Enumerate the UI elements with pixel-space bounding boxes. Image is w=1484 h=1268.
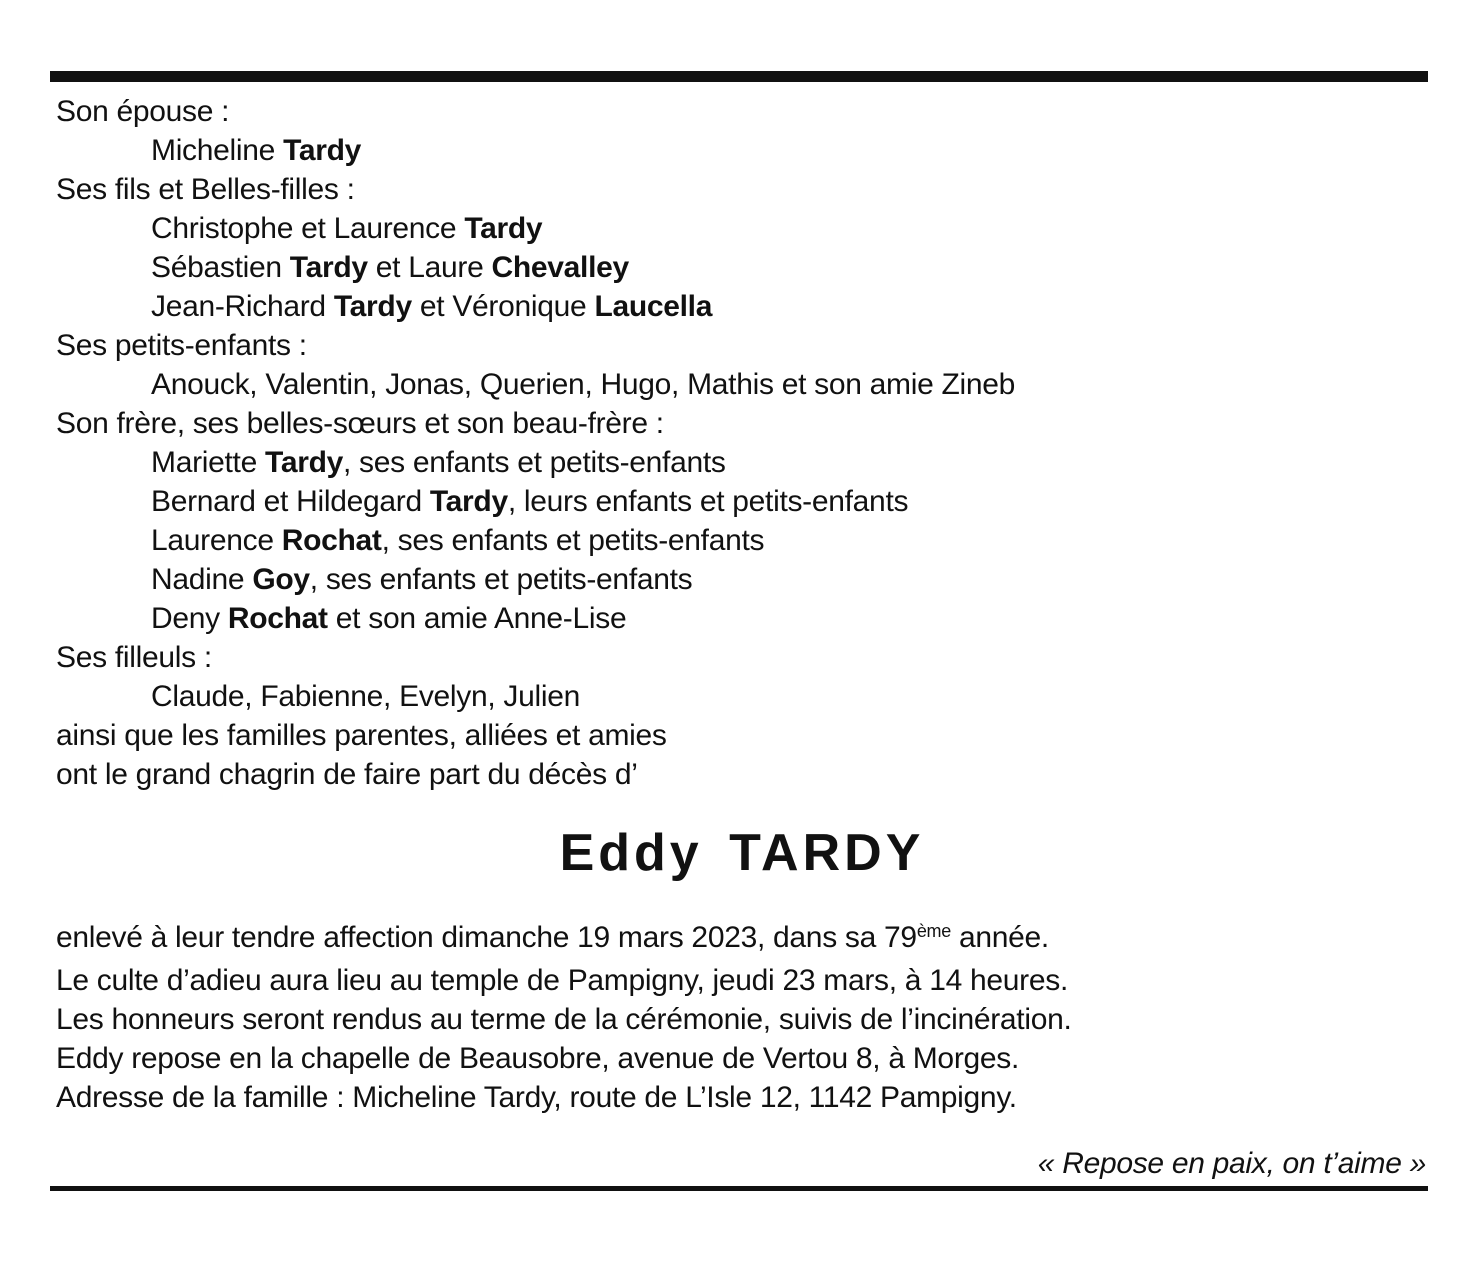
text-line: [56, 638, 1386, 677]
text-run: Ses filleuls :: [56, 641, 212, 674]
surname-bold: Tardy: [464, 212, 543, 245]
text-line: [56, 716, 1386, 755]
bottom-divider: [50, 1186, 1428, 1191]
text-run: enlevé à leur tendre affection dimanche 19 mars 2023, dans sa 79: [56, 921, 917, 954]
text-line: [56, 961, 1436, 1000]
family-section: [56, 92, 1386, 794]
text-run: Son épouse :: [56, 95, 230, 128]
text-run: Eddy repose en la chapelle de Beausobre, avenue de Vertou 8, à Morges.: [56, 1042, 1020, 1075]
text-run: Adresse de la famille : Micheline Tardy, route de L’Isle 12, 1142 Pampigny.: [56, 1081, 1017, 1114]
text-line: [56, 209, 1386, 248]
text-run: et son amie Anne-Lise: [327, 602, 627, 635]
text-run: Micheline: [151, 134, 284, 167]
text-run: Claude, Fabienne, Evelyn, Julien: [151, 680, 581, 713]
surname-bold: Laucella: [594, 290, 713, 323]
surname-bold: Tardy: [289, 251, 368, 284]
text-line: [56, 918, 1436, 961]
text-line: [56, 560, 1386, 599]
text-run: et Laure: [367, 251, 492, 284]
text-run: année.: [950, 921, 1049, 954]
surname-bold: Tardy: [283, 134, 362, 167]
surname-bold: Tardy: [429, 485, 508, 518]
text-line: [56, 131, 1386, 170]
text-run: , ses enfants et petits-enfants: [342, 446, 726, 479]
text-run: Ses petits-enfants :: [56, 329, 307, 362]
surname-bold: Rochat: [281, 524, 382, 557]
surname-bold: Tardy: [265, 446, 343, 479]
text-line: [56, 365, 1386, 404]
text-run: ont le grand chagrin de faire part du décès d’: [56, 758, 638, 791]
text-line: [56, 404, 1386, 443]
text-run: ainsi que les familles parentes, alliées et amies: [56, 719, 667, 752]
text-run: Le culte d’adieu aura lieu au temple de Pampigny, jeudi 23 mars, à 14 heures.: [56, 964, 1068, 997]
text-line: [56, 1000, 1436, 1039]
text-run: Sébastien: [151, 251, 290, 284]
text-run: Nadine: [151, 563, 253, 596]
text-run: et Véronique: [411, 290, 595, 323]
text-line: [56, 248, 1386, 287]
text-line: [56, 326, 1386, 365]
text-run: Les honneurs seront rendus au terme de la cérémonie, suivis de l’incinération.: [56, 1003, 1072, 1036]
text-line: [56, 287, 1386, 326]
closing-quote: « Repose en paix, on t’aime »: [1037, 1147, 1426, 1180]
surname-bold: Chevalley: [491, 251, 629, 284]
text-line: [56, 521, 1386, 560]
text-line: [56, 92, 1386, 131]
text-run: , leurs enfants et petits-enfants: [507, 485, 909, 518]
text-line: [56, 482, 1386, 521]
text-run: Bernard et Hildegard: [151, 485, 430, 518]
text-run: Ses fils et Belles-filles :: [56, 173, 355, 206]
text-run: , ses enfants et petits-enfants: [309, 563, 693, 596]
ordinal-superscript: ème: [916, 921, 951, 942]
text-run: Mariette: [151, 446, 266, 479]
text-run: Jean-Richard: [151, 290, 334, 323]
announcement-section: [56, 918, 1436, 1117]
surname-bold: Goy: [252, 563, 310, 596]
surname-bold: Tardy: [333, 290, 412, 323]
top-divider: [50, 71, 1428, 82]
text-run: Son frère, ses belles-sœurs et son beau-frère :: [56, 407, 664, 440]
text-run: Anouck, Valentin, Jonas, Querien, Hugo, Mathis et son amie Zineb: [151, 368, 1016, 401]
surname-bold: Rochat: [227, 602, 328, 635]
text-line: [56, 677, 1386, 716]
text-run: Christophe et Laurence: [151, 212, 465, 245]
deceased-name: Eddy TARDY: [559, 824, 925, 882]
text-run: Laurence: [151, 524, 282, 557]
text-line: [56, 599, 1386, 638]
text-line: [56, 443, 1386, 482]
text-run: , ses enfants et petits-enfants: [381, 524, 765, 557]
text-line: [56, 755, 1386, 794]
text-run: Deny: [151, 602, 228, 635]
text-line: [56, 1078, 1436, 1117]
text-line: [56, 170, 1386, 209]
text-line: [56, 1039, 1436, 1078]
